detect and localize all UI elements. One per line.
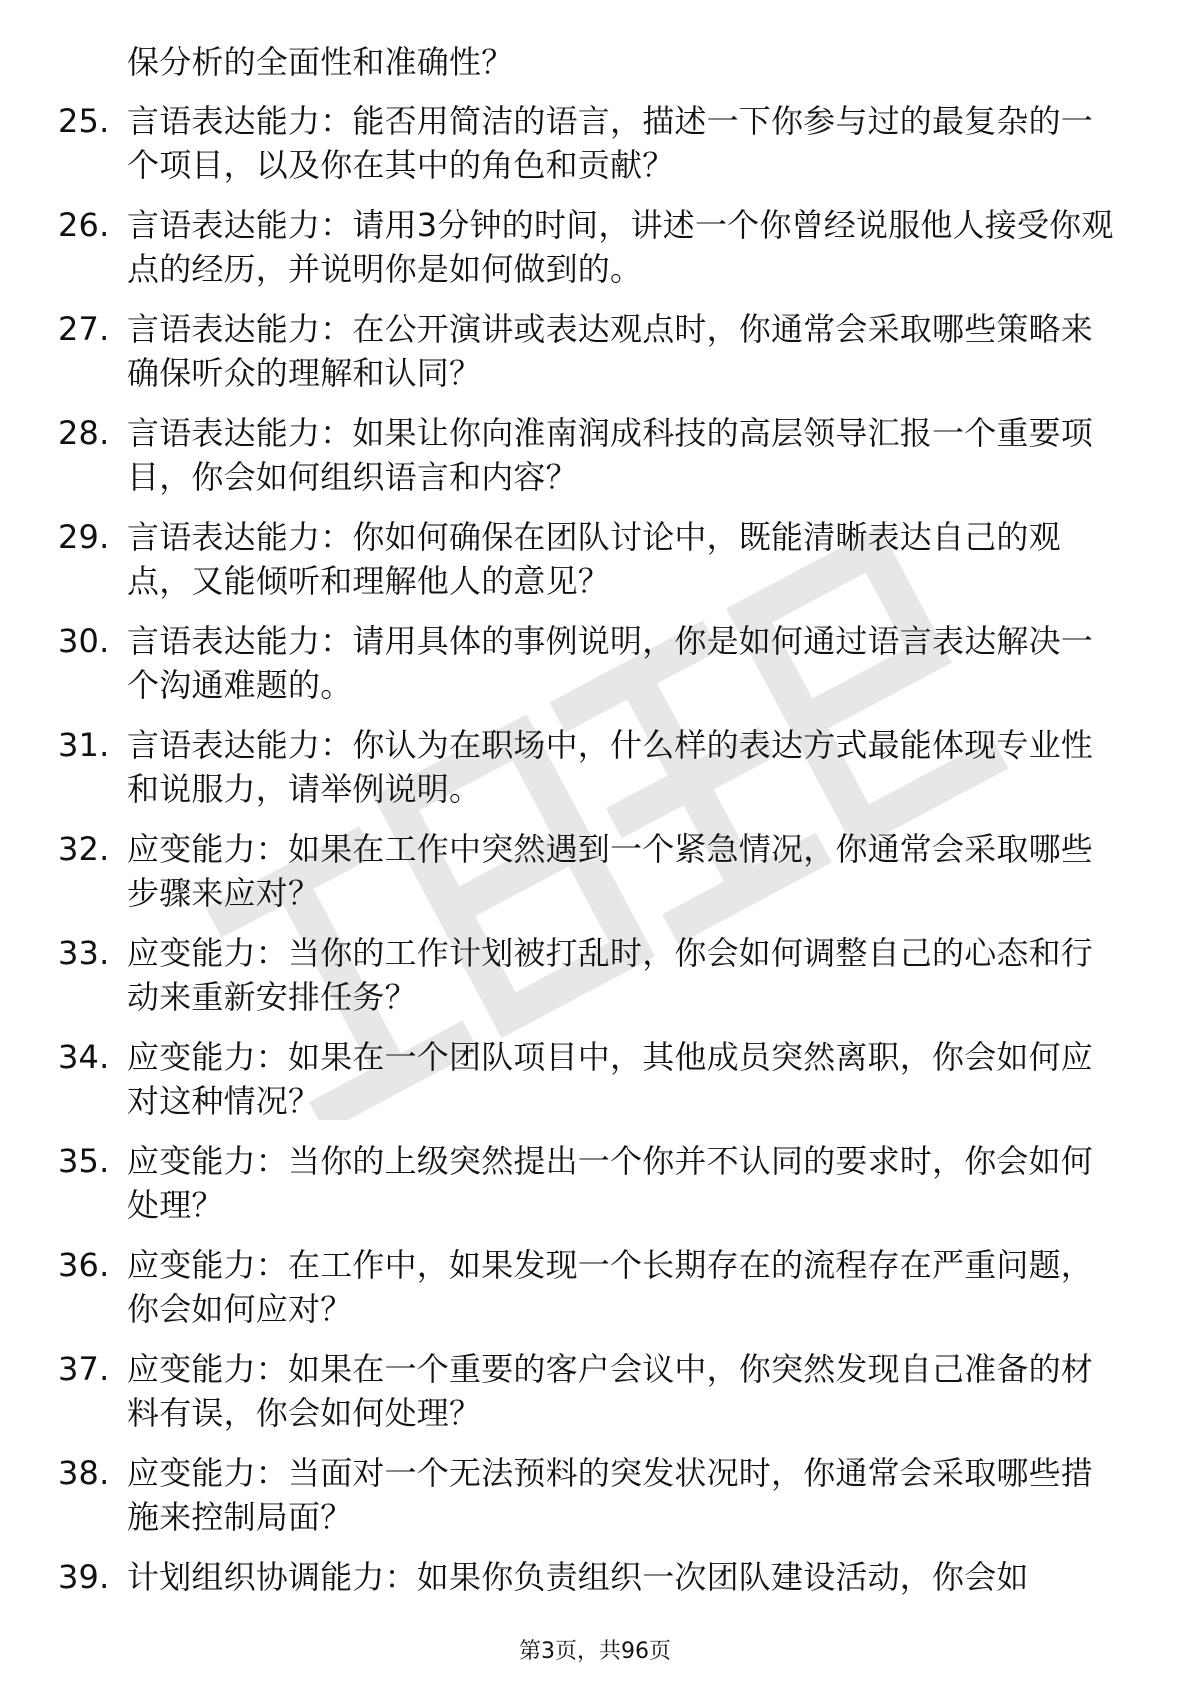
question-number: 31. <box>58 726 110 764</box>
question-number: 30. <box>58 622 110 660</box>
question-text: 应变能力：在工作中，如果发现一个长期存在的流程存在严重问题，你会如何应对？ <box>127 1246 1094 1328</box>
question-text: 言语表达能力：如果让你向淮南润成科技的高层领导汇报一个重要项目，你会如何组织语言和内容？ <box>127 414 1094 496</box>
question-number: 34. <box>58 1038 110 1076</box>
question-number: 36. <box>58 1246 110 1284</box>
question-number: 25. <box>58 102 110 140</box>
question-text: 言语表达能力：你认为在职场中，什么样的表达方式最能体现专业性和说服力，请举例说明。 <box>127 726 1094 808</box>
question-item <box>0 1347 1190 1435</box>
question-text: 计划组织协调能力：如果你负责组织一次团队建设活动，你会如 <box>127 1558 1029 1596</box>
question-number: 26. <box>58 206 110 244</box>
question-number: 28. <box>58 414 110 452</box>
question-text: 保分析的全面性和准确性？ <box>127 43 514 81</box>
question-text: 应变能力：如果在一个重要的客户会议中，你突然发现自己准备的材料有误，你会如何处理？ <box>127 1350 1094 1432</box>
question-number: 29. <box>58 518 110 556</box>
question-text: 言语表达能力：请用具体的事例说明，你是如何通过语言表达解决一个沟通难题的。 <box>127 622 1094 704</box>
question-number: 33. <box>58 934 110 972</box>
question-text: 言语表达能力：你如何确保在团队讨论中，既能清晰表达自己的观点，又能倾听和理解他人的意见？ <box>127 518 1061 600</box>
question-number: 37. <box>58 1350 110 1388</box>
page-footer: 第3页，共96页 <box>519 1639 671 1664</box>
question-list <box>0 40 1190 1615</box>
question-item <box>0 1035 1190 1123</box>
question-item <box>0 99 1190 187</box>
question-item <box>0 203 1190 291</box>
question-text: 言语表达能力：在公开演讲或表达观点时，你通常会采取哪些策略来确保听众的理解和认同？ <box>127 310 1094 392</box>
question-item <box>0 619 1190 707</box>
question-item <box>0 1555 1190 1599</box>
question-number: 35. <box>58 1142 110 1180</box>
question-text: 言语表达能力：请用3分钟的时间，讲述一个你曾经说服他人接受你观点的经历，并说明你是如何做到的。 <box>127 206 1114 288</box>
question-item <box>0 411 1190 499</box>
question-number: 38. <box>58 1454 110 1492</box>
question-item <box>0 515 1190 603</box>
question-text: 应变能力：如果在一个团队项目中，其他成员突然离职，你会如何应对这种情况？ <box>127 1038 1094 1120</box>
question-item <box>0 931 1190 1019</box>
question-text: 应变能力：当你的上级突然提出一个你并不认同的要求时，你会如何处理？ <box>127 1142 1094 1224</box>
question-item <box>0 723 1190 811</box>
question-continuation <box>0 40 1190 84</box>
question-item <box>0 1451 1190 1539</box>
question-text: 应变能力：如果在工作中突然遇到一个紧急情况，你通常会采取哪些步骤来应对？ <box>127 830 1094 912</box>
question-number: 32. <box>58 830 110 868</box>
question-item <box>0 827 1190 915</box>
question-text: 言语表达能力：能否用简洁的语言，描述一下你参与过的最复杂的一个项目，以及你在其中的角色和贡献？ <box>127 102 1094 184</box>
question-item <box>0 1243 1190 1331</box>
question-item <box>0 1139 1190 1227</box>
question-text: 应变能力：当面对一个无法预料的突发状况时，你通常会采取哪些措施来控制局面？ <box>127 1454 1094 1536</box>
question-text: 应变能力：当你的工作计划被打乱时，你会如何调整自己的心态和行动来重新安排任务？ <box>127 934 1094 1016</box>
question-number: 27. <box>58 310 110 348</box>
question-item <box>0 307 1190 395</box>
question-number: 39. <box>58 1558 110 1596</box>
